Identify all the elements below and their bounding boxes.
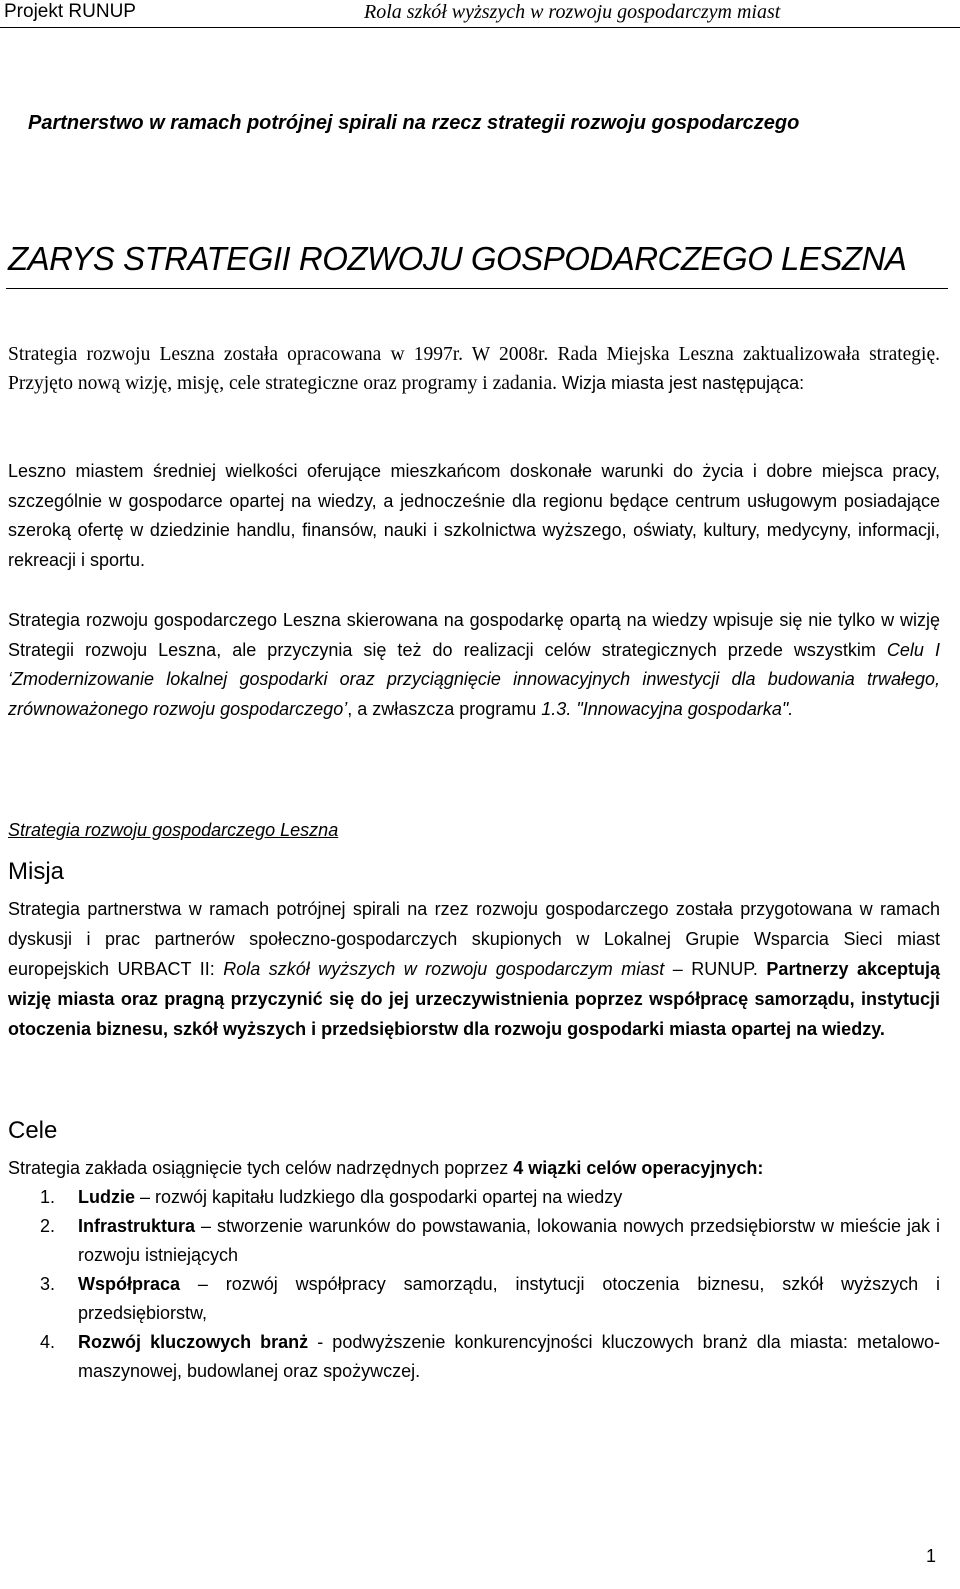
list-item-title: Ludzie [78, 1187, 135, 1207]
cele-intro [8, 1154, 940, 1183]
strategy-goal-italic: Celu I ‘Zmodernizowanie lokalnej gospodarki oraz przyciągnięcie innowacyjnych inwestycji dla budowania trwałego, zrównoważonego rozwoju gospodarczego’ [8, 639, 940, 719]
header-project-title: Rola szkół wyższych w rozwoju gospodarczym miast [364, 1, 781, 23]
document-title: ZARYS STRATEGII ROZWOJU GOSPODARCZEGO LESZNA [8, 240, 907, 277]
header-divider [0, 27, 960, 28]
intro-serif-text: Strategia rozwoju Leszna została opracowana w 1997r. W 2008r. Rada Miejska Leszna zaktualizowała strategię. Przyjęto nową wizję, misję, cele strategiczne oraz programy i zadania. [8, 344, 940, 394]
misja-heading: Misja [8, 858, 65, 885]
cele-intro-bold: 4 wiązki celów operacyjnych: [513, 1158, 764, 1178]
misja-text-2: – RUNUP. [664, 959, 767, 979]
intro-paragraph [8, 340, 940, 398]
header-project-name: Projekt RUNUP [4, 1, 136, 22]
misja-text-1: Strategia partnerstwa w ramach potrójnej spirali na rzez rozwoju gospodarczego została przygotowana w ramach dyskusji i prac partnerów społeczno-gospodarczych skupionych w Lokalnej Grupie Wsparcia Sieci miast europejskich URBACT II: [8, 899, 940, 979]
list-item-number: 4. [40, 1332, 56, 1352]
cele-heading: Cele [8, 1117, 58, 1144]
list-item [8, 1270, 940, 1328]
misja-bold: Partnerzy akceptują wizję miasta oraz pragną przyczynić się do jej urzeczywistnienia poprzez współpracę samorządu, instytucji otoczenia biznesu, szkół wyższych i przedsiębiorstw dla rozwoju gospodarki miasta opartej na wiedzy. [8, 959, 940, 1039]
list-item-text: - podwyższenie konkurencyjności kluczowych branż dla miasta: metalowo-maszynowej, budowlanej oraz spożywczej. [78, 1332, 940, 1381]
misja-paragraph [8, 894, 940, 1044]
list-item [8, 1328, 940, 1386]
page-number: 1 [925, 1546, 936, 1566]
list-item-text: – rozwój współpracy samorządu, instytucji otoczenia biznesu, szkół wyższych i przedsiębiorstw, [78, 1274, 940, 1323]
strategy-text: Strategia rozwoju gospodarczego Leszna skierowana na gospodarkę opartą na wiedzy wpisuje się nie tylko w wizję Strategii rozwoju Leszna, ale przyczynia się też do realizacji celów strategicznych przede wszystkim [8, 610, 940, 660]
cele-intro-text: Strategia zakłada osiągnięcie tych celów nadrzędnych poprzez [8, 1158, 514, 1178]
list-item-number: 1. [40, 1187, 56, 1207]
list-item [8, 1212, 940, 1270]
strategy-program-italic: 1.3. "Innowacyjna gospodarka". [541, 698, 794, 719]
list-item-number: 3. [40, 1274, 56, 1294]
list-item-text: – rozwój kapitału ludzkiego dla gospodarki opartej na wiedzy [135, 1187, 623, 1207]
list-item-title: Infrastruktura [78, 1216, 196, 1236]
page-header [0, 0, 960, 26]
intro-sans-text: Wizja miasta jest następująca: [557, 373, 805, 393]
list-item-number: 2. [40, 1216, 56, 1236]
vision-paragraph: Leszno miastem średniej wielkości oferujące mieszkańcom doskonałe warunki do życia i dobre miejsca pracy, szczególnie w gospodarce opartej na wiedzy, a jednocześnie dla regionu będące centrum usługowym posiadające szeroką ofertę w dziedzinie handlu, finansów, nauki i szkolnictwa wyższego, oświaty, kultury, medycyny, informacji, rekreacji i sportu. [8, 461, 940, 570]
document-subtitle: Partnerstwo w ramach potrójnej spirali na rzecz strategii rozwoju gospodarczego [28, 112, 800, 134]
strategy-text-2: , a zwłaszcza programu [347, 698, 542, 719]
misja-italic: Rola szkół wyższych w rozwoju gospodarczym miast [223, 959, 665, 979]
section-title: Strategia rozwoju gospodarczego Leszna [8, 820, 339, 840]
list-item-title: Rozwój kluczowych branż [78, 1332, 309, 1352]
list-item-text: – stworzenie warunków do powstawania, lokowania nowych przedsiębiorstw w mieście jak i rozwoju istniejących [78, 1216, 940, 1265]
list-item [8, 1183, 940, 1212]
strategy-paragraph [8, 606, 940, 724]
goals-list [8, 1183, 940, 1386]
title-underline [6, 288, 948, 289]
list-item-title: Współpraca [78, 1274, 181, 1294]
